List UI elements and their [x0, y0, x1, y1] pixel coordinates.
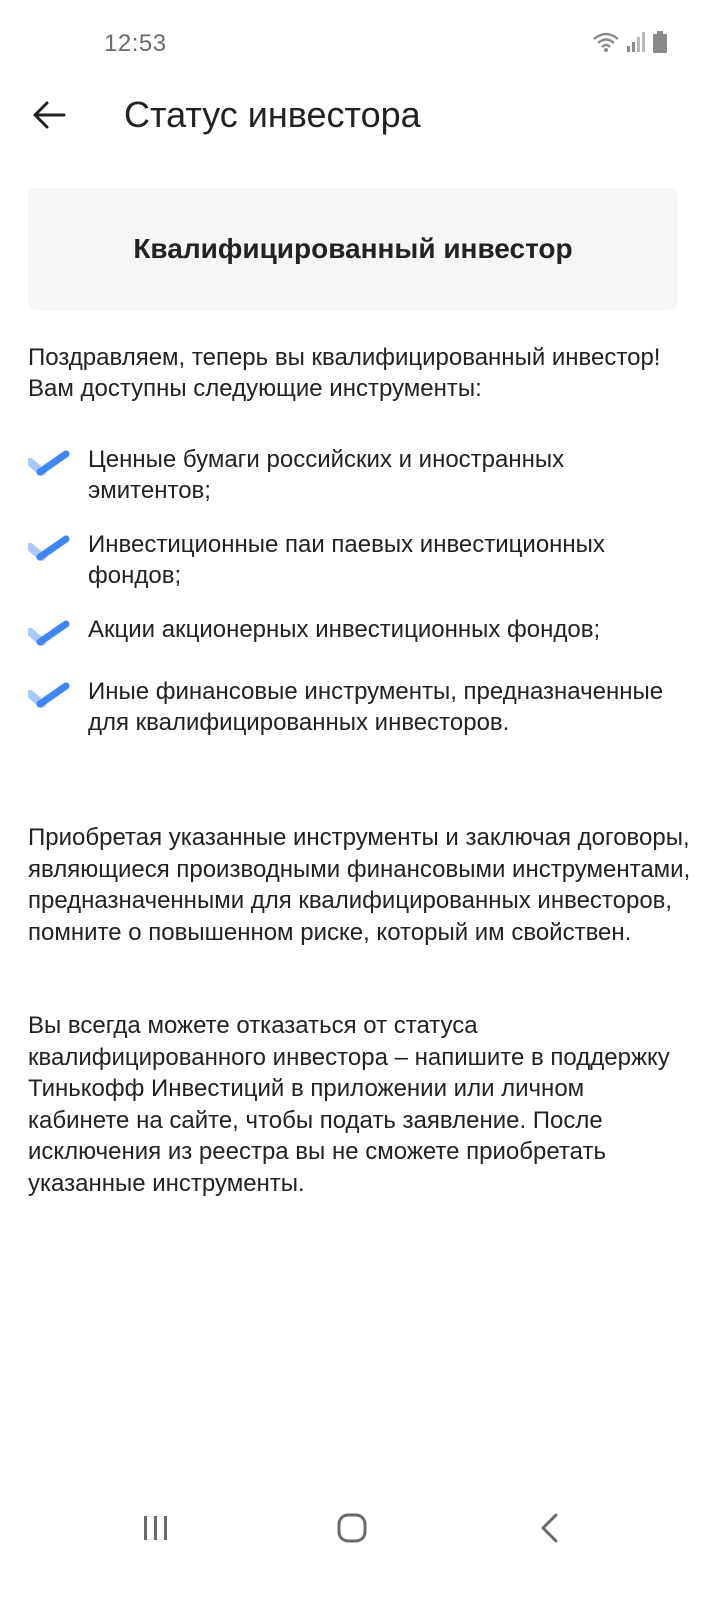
recents-icon	[141, 1514, 171, 1547]
arrow-left-icon	[32, 100, 66, 135]
check-icon	[28, 531, 74, 568]
system-nav-bar	[0, 1490, 720, 1570]
investor-status-card	[28, 188, 678, 310]
status-bar	[0, 0, 720, 90]
signal-icon	[626, 31, 646, 58]
check-icon	[28, 616, 74, 653]
intro-text: Поздравляем, теперь вы квалифицированный инвестор! Вам доступны следующие инструменты:	[28, 344, 661, 402]
battery-icon	[652, 30, 668, 59]
status-time: 12:53	[104, 30, 167, 57]
investor-status-title: Квалифицированный инвестор	[133, 233, 573, 264]
risk-warning-paragraph: Приобретая указанные инструменты и заключая договоры, являющиеся производными финансовыми инструментами, предназначенными для квалифицированных инвесторов, помните о повышенном риске, который им свойствен.	[28, 824, 691, 946]
instruments-list	[28, 444, 692, 761]
list-item	[28, 444, 692, 506]
list-item-text: Ценные бумаги российских и иностранных эмитентов;	[88, 446, 565, 504]
list-item-text: Инвестиционные паи паевых инвестиционных фондов;	[88, 531, 605, 589]
back-button[interactable]	[24, 92, 74, 142]
list-item-text: Акции акционерных инвестиционных фондов;	[88, 616, 601, 643]
status-icons	[592, 30, 668, 59]
list-item	[28, 529, 692, 591]
check-icon	[28, 446, 74, 483]
wifi-icon	[592, 31, 620, 58]
page-title: Статус инвестора	[124, 94, 421, 135]
status-revoke-paragraph: Вы всегда можете отказаться от статуса квалифицированного инвестора – напишите в поддержку Тинькофф Инвестиций в приложении или личном кабинете на сайте, чтобы подать заявление. После исключения из реестра вы не сможете приобретать указанные инструменты.	[28, 1012, 670, 1197]
back-icon	[538, 1512, 562, 1549]
nav-back-button[interactable]	[520, 1506, 580, 1554]
list-item	[28, 614, 692, 653]
app-header	[0, 80, 720, 160]
home-icon	[336, 1512, 368, 1549]
list-item	[28, 676, 692, 738]
list-item-text: Иные финансовые инструменты, предназначенные для квалифицированных инвесторов.	[88, 678, 664, 736]
nav-home-button[interactable]	[322, 1506, 382, 1554]
check-icon	[28, 678, 74, 715]
nav-recents-button[interactable]	[126, 1506, 186, 1554]
